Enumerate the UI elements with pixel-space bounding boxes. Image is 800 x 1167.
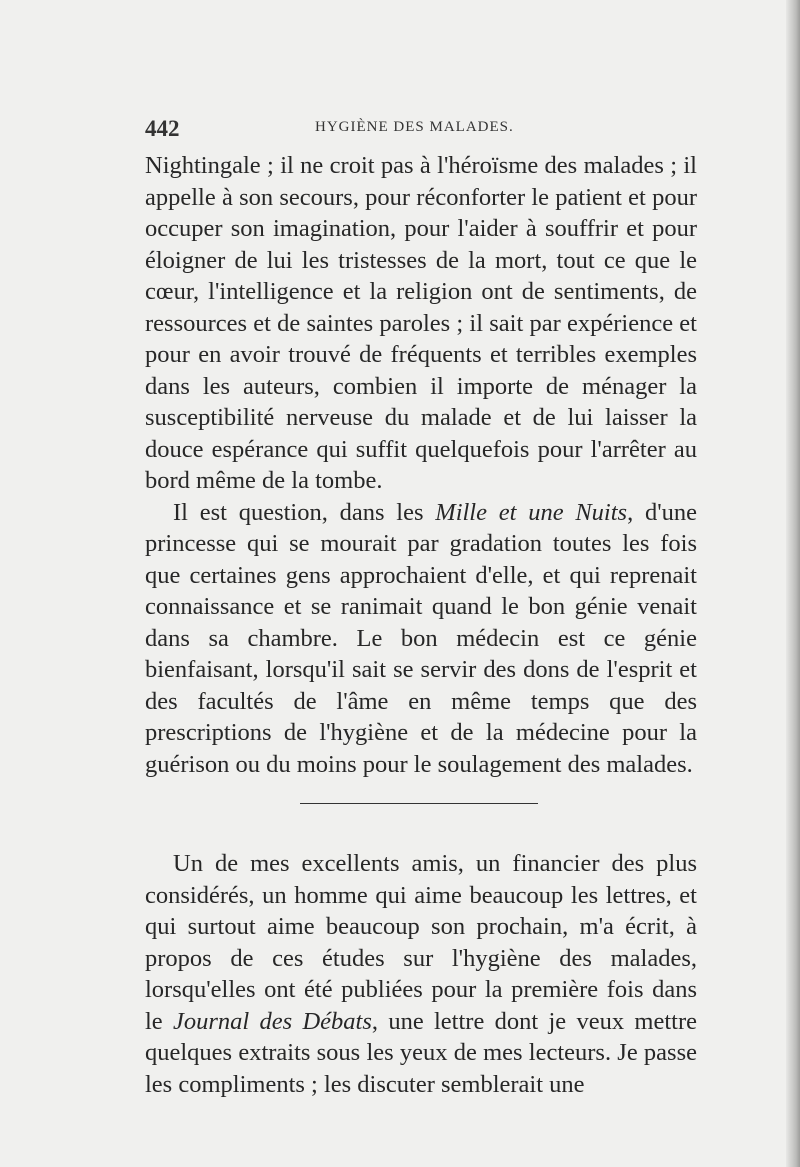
text-block-bottom xyxy=(145,848,697,1100)
paragraph-2 xyxy=(145,497,697,781)
paragraph-2-text-a: Il est question, dans les xyxy=(173,498,436,526)
page-header xyxy=(145,116,697,140)
paragraph-1: Nightingale ; il ne croit pas à l'héroïsme des malades ; il appelle à son secours, pour réconforter le patient et pour occuper son imagination, pour l'aider à souffrir et pour éloigner de lui les tristesses de la mort, tout ce que le cœur, l'intelligence et la religion ont de sentiments, de ressources et de saintes paroles ; il sait par expérience et pour en avoir trouvé de fréquents et terribles exemples dans les auteurs, combien il importe de ménager la susceptibilité nerveuse du malade et de lui laisser la douce espérance qui suffit quelquefois pour l'arrêter au bord même de la tombe. xyxy=(145,152,697,494)
page-edge-shadow xyxy=(786,0,800,1167)
text-block-top xyxy=(145,150,697,780)
paragraph-3-text-b: , une lettre dont je veux mettre quelques extraits sous les yeux de mes lecteurs. Je passe les compliments ; les discuter semblerait une xyxy=(145,1007,697,1098)
running-title: HYGIÈNE DES MALADES. xyxy=(315,119,514,135)
book-title-mille-et-une-nuits: Mille et une Nuits xyxy=(435,498,628,526)
paragraph-3 xyxy=(145,848,697,1100)
section-divider xyxy=(300,803,538,804)
paragraph-2-text-b: , d'une princesse qui se mourait par gradation toutes les fois que certaines gens approchaient d'elle, et qui reprenait connaissance et se ranimait quand le bon génie venait dans sa chambre. Le bon médecin est ce génie bienfaisant, lorsqu'il sait se servir des dons de l'esprit et des facultés de l'âme en même temps que des prescriptions de l'hygiène et de la médecine pour la guérison ou du moins pour le soulagement des malades. xyxy=(145,498,698,778)
page-number: 442 xyxy=(145,116,180,141)
journal-title: Journal des Débats xyxy=(173,1007,372,1035)
paragraph-3-text-a: Un de mes excellents amis, un financier des plus considérés, un homme qui aime beaucoup les lettres, et qui surtout aime beaucoup son prochain, m'a écrit, à propos de ces études sur l'hygiène des malades, lorsqu'elles ont été publiées pour la première fois dans le xyxy=(145,850,697,1035)
